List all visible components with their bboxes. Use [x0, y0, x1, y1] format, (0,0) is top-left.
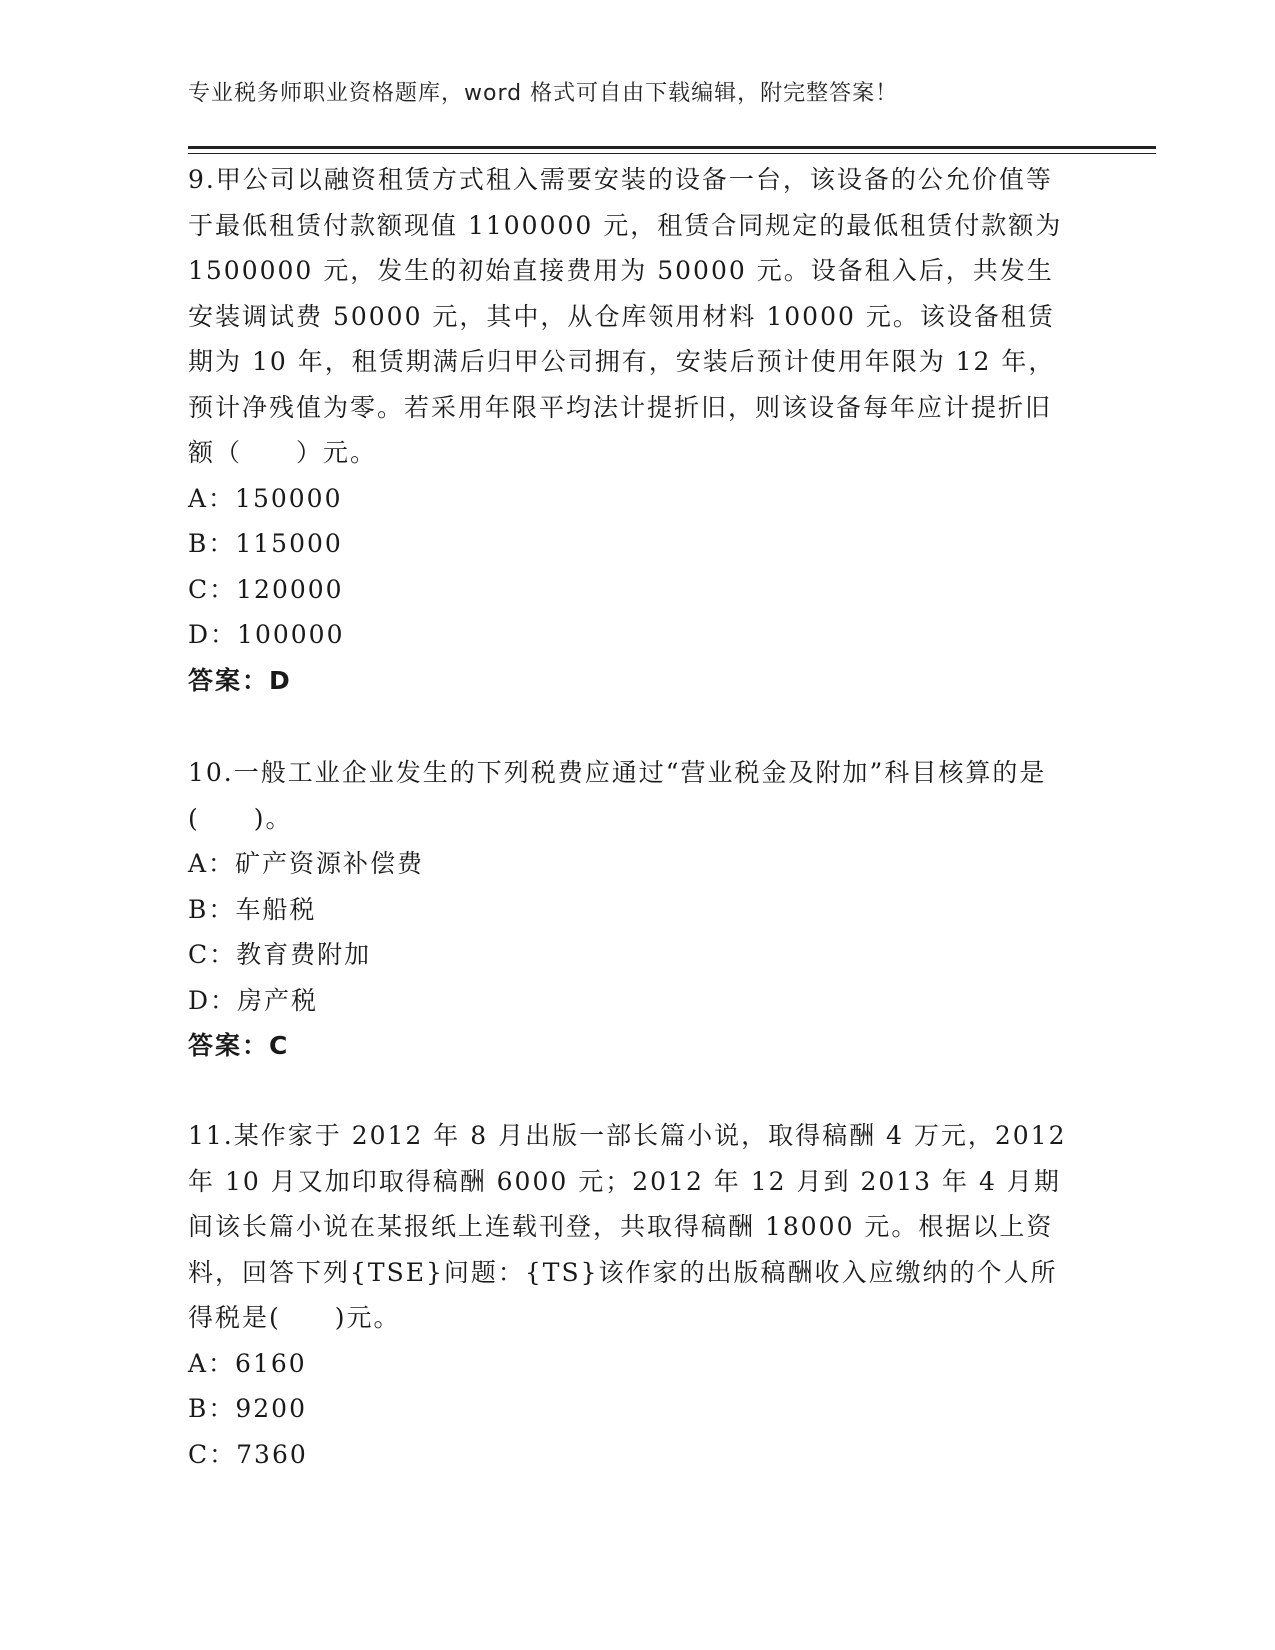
option-c: C：教育费附加 — [188, 940, 372, 969]
option-b: B：115000 — [188, 529, 343, 558]
option-a: A：150000 — [188, 483, 343, 513]
option-c: C：120000 — [188, 574, 344, 604]
question-stem: 10.一般工业企业发生的下列税费应通过“营业税金及附加”科目核算的是( )。 — [188, 758, 1047, 833]
option-a: A：矿产资源补偿费 — [188, 849, 425, 878]
option-d: D：100000 — [188, 620, 345, 649]
option-b: B：车船税 — [188, 894, 317, 924]
answer: 答案：C — [188, 1031, 290, 1060]
header-divider-thin — [188, 153, 1156, 154]
option-c: C：7360 — [188, 1439, 308, 1469]
question-11 — [188, 1113, 1068, 1477]
answer: 答案：D — [188, 665, 292, 695]
question-9 — [188, 157, 1068, 703]
question-stem: 11.某作家于 2012 年 8 月出版一部长篇小说，取得稿酬 4 万元，2012 年 10 月又加印取得稿酬 6000 元；2012 年 12 月到 2013 年 4 月期间该长篇小说在某报纸上连载刊登，共取得稿酬 18000 元。根据以上资料，回答下列{TSE}问题：{TS}该作家的出版稿酬收入应缴纳的个人所得税是( )元。 — [188, 1121, 1067, 1332]
question-stem: 9.甲公司以融资租赁方式租入需要安装的设备一台，该设备的公允价值等于最低租赁付款额现值 1100000 元，租赁合同规定的最低租赁付款额为 1500000 元，发生的初始直接费用为 50000 元。设备租入后，共发生安装调试费 50000 元，其中，从仓库领用材料 10000 元。该设备租赁期为 10 年，租赁期满后归甲公司拥有，安装后预计使用年限为 12 年，预计净残值为零。若采用年限平均法计提折旧，则该设备每年应计提折旧额（ ）元。 — [188, 165, 1063, 467]
header-divider — [188, 146, 1156, 149]
option-a: A：6160 — [188, 1348, 307, 1378]
option-d: D：房产税 — [188, 985, 319, 1015]
option-b: B：9200 — [188, 1394, 307, 1423]
question-10 — [188, 750, 1068, 1069]
header-note: 专业税务师职业资格题库，word 格式可自由下载编辑，附完整答案！ — [188, 81, 899, 106]
